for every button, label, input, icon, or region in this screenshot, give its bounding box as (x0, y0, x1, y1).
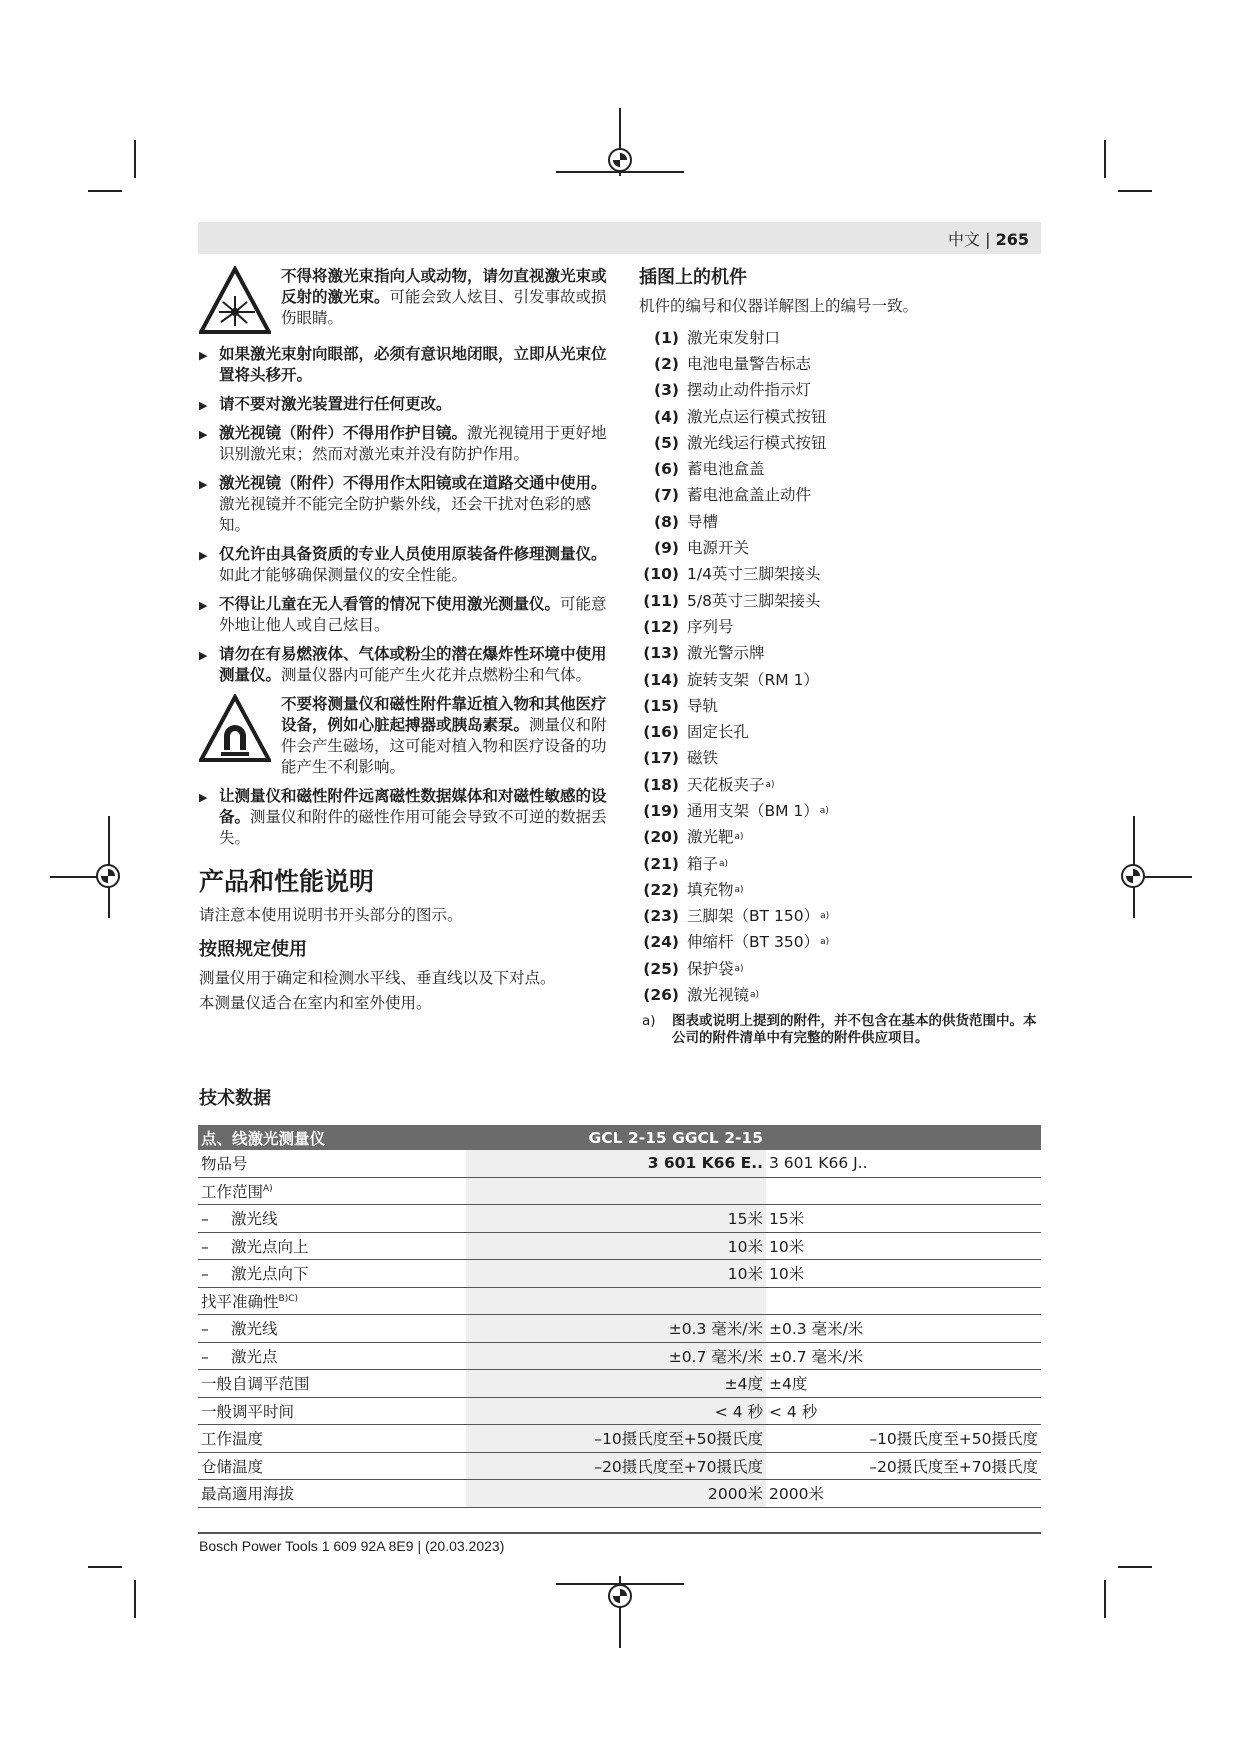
row-label: 一般自调平范围 (201, 1375, 310, 1394)
part-footnote-ref: a) (765, 779, 775, 790)
row-value-2: 2000米 (766, 1480, 1041, 1508)
row-value-1: 10米 (466, 1260, 766, 1288)
page-number: 265 (995, 230, 1029, 249)
row-value-1: 15米 (466, 1205, 766, 1233)
part-number: (13) (643, 644, 679, 663)
table-row (198, 1315, 1041, 1343)
row-dash: – (201, 1320, 209, 1339)
part-item (639, 851, 1049, 877)
row-value-2: 15米 (766, 1205, 1041, 1233)
row-label: 工作范围 (201, 1182, 264, 1201)
part-label: 摆动止动件指示灯 (687, 381, 812, 400)
row-value-1: ±4度 (466, 1370, 766, 1398)
part-number: (26) (643, 986, 679, 1005)
part-item (639, 562, 1049, 588)
part-label: 序列号 (687, 617, 734, 636)
crop-mark-top-right-v (1104, 140, 1106, 178)
row-label-cell (198, 1342, 466, 1370)
bullet-bold: 让测量仪和磁性附件远离磁性数据媒体和对磁性敏感的设备。 (219, 787, 607, 826)
row-value-1 (466, 1177, 766, 1205)
part-footnote-ref: a) (719, 858, 729, 869)
row-label: 找平准确性 (201, 1292, 279, 1311)
part-label: 旋转支架（RM 1） (687, 670, 819, 689)
part-item (639, 325, 1049, 351)
laser-warning-normal: 可能会致人炫目、引发事故或损伤眼睛。 (281, 288, 607, 327)
bullet-bold: 激光视镜（附件）不得用作太阳镜或在道路交通中使用。 (219, 474, 607, 492)
part-item (639, 483, 1049, 509)
part-number: (2) (654, 354, 679, 373)
table-header-label: 点、线激光测量仪 (198, 1125, 466, 1150)
part-label: 1/4英寸三脚架接头 (687, 565, 821, 584)
part-label: 激光线运行模式按钮 (687, 433, 827, 452)
row-value-2: 10米 (766, 1232, 1041, 1260)
bullet-bold: 仅允许由具备资质的专业人员使用原装备件修理测量仪。 (219, 545, 607, 563)
safety-bullet (199, 394, 609, 415)
row-label-cell (198, 1287, 466, 1315)
bullet-bold: 激光视镜（附件）不得用作护目镜。 (219, 424, 468, 442)
part-label: 电池电量警告标志 (687, 354, 812, 373)
row-value-2: ±0.7 毫米/米 (766, 1342, 1041, 1370)
part-item (639, 956, 1049, 982)
part-item (639, 614, 1049, 640)
part-number: (21) (643, 854, 679, 873)
row-label-cell (198, 1150, 466, 1177)
table-row (198, 1232, 1041, 1260)
part-label: 天花板夹子 (687, 775, 765, 794)
table-row (198, 1480, 1041, 1508)
table-row (198, 1425, 1041, 1453)
safety-bullet (199, 473, 609, 536)
row-value-2: 10米 (766, 1260, 1041, 1288)
row-dash: – (201, 1265, 209, 1284)
table-row (198, 1287, 1041, 1315)
part-number: (22) (643, 880, 679, 899)
registration-left-icon (96, 864, 120, 888)
row-value-1: ±0.7 毫米/米 (466, 1342, 766, 1370)
row-value-2: ±4度 (766, 1370, 1041, 1398)
magnet-warning-icon (199, 694, 271, 764)
part-item (639, 825, 1049, 851)
header-language: 中文 (948, 230, 981, 249)
row-value-1: 10米 (466, 1232, 766, 1260)
part-number: (12) (643, 617, 679, 636)
part-label: 导槽 (687, 512, 719, 531)
crop-mark-top-left-v (134, 140, 136, 178)
part-number: (14) (643, 670, 679, 689)
part-label: 激光靶 (687, 828, 734, 847)
part-item (639, 798, 1049, 824)
bullet-bold: 如果激光束射向眼部，必须有意识地闭眼，立即从光束位置将头移开。 (219, 345, 607, 384)
footer-rule (198, 1532, 1041, 1534)
part-label: 箱子 (687, 854, 719, 873)
row-label-cell (198, 1232, 466, 1260)
table-row (198, 1177, 1041, 1205)
crop-mark-bottom-left-h (88, 1566, 122, 1568)
model-1: GCL 2-15 (684, 1128, 763, 1147)
row-label: 物品号 (201, 1155, 248, 1174)
row-value-1: –10摄氏度至+50摄氏度 (466, 1425, 766, 1453)
part-label: 蓄电池盒盖 (687, 460, 765, 479)
row-value-2 (766, 1177, 1041, 1205)
safety-bullet (199, 344, 609, 386)
row-label: 最高適用海拔 (201, 1485, 295, 1504)
row-label-cell (198, 1205, 466, 1233)
intended-use-p1: 测量仪用于确定和检测水平线、垂直线以及下对点。 (199, 969, 556, 987)
parts-intro: 机件的编号和仪器详解图上的编号一致。 (639, 297, 919, 315)
tech-data-table (198, 1125, 1041, 1508)
part-label: 保护袋 (687, 959, 734, 978)
safety-bullet (199, 594, 609, 636)
part-number: (10) (643, 565, 679, 584)
parts-list (639, 325, 1049, 1009)
row-value-2: –20摄氏度至+70摄氏度 (766, 1452, 1041, 1480)
row-value-1: 2000米 (466, 1480, 766, 1508)
table-row (198, 1150, 1041, 1177)
crop-mark-bottom-right-v (1104, 1580, 1106, 1618)
part-item (639, 746, 1049, 772)
part-label: 蓄电池盒盖止动件 (687, 486, 812, 505)
row-label: 工作温度 (201, 1430, 264, 1449)
safety-bullet (199, 423, 609, 465)
part-label: 三脚架（BT 150） (687, 907, 820, 926)
table-row (198, 1205, 1041, 1233)
part-item (639, 509, 1049, 535)
left-column (199, 266, 609, 1018)
part-number: (17) (643, 749, 679, 768)
part-item (639, 535, 1049, 561)
row-value-2 (766, 1287, 1041, 1315)
table-header-empty (766, 1125, 1041, 1150)
bullet-normal: 测量仪和附件的磁性作用可能会导致不可逆的数据丢失。 (219, 808, 607, 847)
registration-right-icon (1121, 864, 1145, 888)
part-label: 填充物 (687, 880, 734, 899)
part-label: 激光警示牌 (687, 644, 765, 663)
part-item (639, 772, 1049, 798)
magnet-warning-normal: 测量仪和附件会产生磁场，这可能对植入物和医疗设备的功能产生不利影响。 (281, 716, 607, 776)
bullet-normal: 测量仪器内可能产生火花并点燃粉尘和气体。 (281, 666, 592, 684)
part-footnote-ref: a) (819, 805, 829, 816)
row-footnote-ref: A) (263, 1183, 273, 1194)
part-footnote-ref: a) (734, 963, 744, 974)
part-item (639, 430, 1049, 456)
table-row (198, 1260, 1041, 1288)
row-footnote-ref: B)C) (278, 1293, 298, 1304)
registration-top-icon (608, 148, 632, 172)
part-footnote-ref: a) (820, 937, 830, 948)
part-item (639, 982, 1049, 1008)
part-number: (3) (654, 381, 679, 400)
page-header-text: 中文 | 265 (948, 230, 1029, 249)
part-label: 激光点运行模式按钮 (687, 407, 827, 426)
part-label: 通用支架（BM 1） (687, 801, 819, 820)
part-item (639, 930, 1049, 956)
part-item (639, 351, 1049, 377)
bullet-bold: 请勿在有易燃液体、气体或粉尘的潜在爆炸性环境中使用测量仪。 (219, 645, 607, 684)
table-header-models (466, 1125, 766, 1150)
row-label-cell (198, 1452, 466, 1480)
crop-mark-top-left-h (88, 190, 122, 192)
row-dash: – (201, 1210, 209, 1229)
part-item (639, 378, 1049, 404)
part-item (639, 904, 1049, 930)
bullet-normal: 如此才能够确保测量仪的安全性能。 (219, 566, 468, 584)
registration-bottom-icon (608, 1584, 632, 1608)
bullet-normal: 激光视镜用于更好地识别激光束；然而对激光束并没有防护作用。 (219, 424, 607, 463)
part-number: (25) (643, 959, 679, 978)
row-value-1: ±0.3 毫米/米 (466, 1315, 766, 1343)
part-item (639, 667, 1049, 693)
part-label: 电源开关 (687, 539, 750, 558)
crop-mark-bottom-right-h (1118, 1566, 1152, 1568)
part-number: (18) (643, 775, 679, 794)
part-label: 固定长孔 (687, 723, 750, 742)
row-label: 激光线 (231, 1320, 278, 1339)
safety-bullet (199, 544, 609, 586)
part-number: (8) (654, 512, 679, 531)
part-item (639, 719, 1049, 745)
part-item (639, 641, 1049, 667)
row-label-cell (198, 1397, 466, 1425)
part-label: 激光束发射口 (687, 328, 781, 347)
part-number: (4) (654, 407, 679, 426)
row-value-1 (466, 1287, 766, 1315)
tech-data-title: 技术数据 (199, 1088, 271, 1109)
row-label-cell (198, 1177, 466, 1205)
row-dash: – (201, 1347, 209, 1366)
part-number: (23) (643, 907, 679, 926)
laser-warning-icon (199, 266, 271, 336)
crop-mark-bottom-left-v (134, 1580, 136, 1618)
part-number: (19) (643, 801, 679, 820)
table-row (198, 1452, 1041, 1480)
magnet-warning (199, 694, 609, 778)
bullet-normal: 激光视镜并不能完全防护紫外线，还会干扰对色彩的感知。 (219, 495, 592, 534)
crop-mark-top-right-h (1118, 190, 1152, 192)
model-2: GCL 2-15 G (588, 1128, 685, 1147)
row-value-2: < 4 秒 (766, 1397, 1041, 1425)
part-number: (1) (654, 328, 679, 347)
safety-bullet (199, 644, 609, 686)
part-label: 激光视镜 (687, 986, 750, 1005)
row-label: 激光点向下 (231, 1265, 309, 1284)
laser-warning-bold: 不得将激光束指向人或动物，请勿直视激光束或反射的激光束。 (281, 267, 607, 306)
row-value-1: 3 601 K66 E.. (466, 1150, 766, 1177)
page-header (198, 222, 1041, 254)
row-label: 激光点向上 (231, 1237, 309, 1256)
part-number: (16) (643, 723, 679, 742)
table-row (198, 1370, 1041, 1398)
part-item (639, 456, 1049, 482)
part-number: (6) (654, 460, 679, 479)
part-footnote-ref: a) (750, 990, 760, 1001)
part-number: (24) (643, 933, 679, 952)
row-value-2: –10摄氏度至+50摄氏度 (766, 1425, 1041, 1453)
row-label: 仓储温度 (201, 1457, 264, 1476)
row-value-1: < 4 秒 (466, 1397, 766, 1425)
right-column (639, 266, 1049, 1047)
table-row (198, 1397, 1041, 1425)
part-label: 磁铁 (687, 749, 719, 768)
row-label: 激光点 (231, 1347, 278, 1366)
magnet-warning-bold: 不要将测量仪和磁性附件靠近植入物和其他医疗设备，例如心脏起搏器或胰岛素泵。 (281, 695, 607, 734)
row-value-1: –20摄氏度至+70摄氏度 (466, 1452, 766, 1480)
parts-title: 插图上的机件 (639, 267, 747, 288)
part-number: (7) (654, 486, 679, 505)
row-label: 一般调平时间 (201, 1402, 295, 1421)
part-item (639, 404, 1049, 430)
part-footnote-ref: a) (820, 911, 830, 922)
bullet-bold: 请不要对激光装置进行任何更改。 (219, 395, 452, 413)
parts-footnote (639, 1013, 1049, 1047)
table-header-row (198, 1125, 1041, 1150)
row-value-2: 3 601 K66 J.. (766, 1150, 1041, 1177)
part-number: (9) (654, 539, 679, 558)
part-label: 伸缩杆（BT 350） (687, 933, 820, 952)
part-number: (15) (643, 696, 679, 715)
table-row (198, 1342, 1041, 1370)
magnet-warning-text (281, 694, 609, 778)
part-label: 导轨 (687, 696, 719, 715)
intended-use-p2: 本测量仪适合在室内和室外使用。 (199, 994, 432, 1012)
part-number: (20) (643, 828, 679, 847)
part-label: 5/8英寸三脚架接头 (687, 591, 821, 610)
part-number: (5) (654, 433, 679, 452)
part-footnote-ref: a) (734, 832, 744, 843)
row-label-cell (198, 1315, 466, 1343)
part-item (639, 588, 1049, 614)
bullet-bold: 不得让儿童在无人看管的情况下使用激光测量仪。 (219, 595, 561, 613)
row-value-2: ±0.3 毫米/米 (766, 1315, 1041, 1343)
row-label-cell (198, 1370, 466, 1398)
safety-bullet (199, 786, 609, 849)
part-item (639, 877, 1049, 903)
section-intro: 请注意本使用说明书开头部分的图示。 (199, 906, 463, 924)
row-label-cell (198, 1480, 466, 1508)
row-label-cell (198, 1425, 466, 1453)
footnote-mark: a) (642, 1012, 656, 1029)
part-number: (11) (643, 591, 679, 610)
laser-warning (199, 266, 609, 336)
row-label: 激光线 (231, 1210, 278, 1229)
bullet-normal: 可能意外地让他人或自己炫目。 (219, 595, 607, 634)
part-item (639, 693, 1049, 719)
row-label-cell (198, 1260, 466, 1288)
part-footnote-ref: a) (734, 884, 744, 895)
intended-use-title: 按照规定使用 (199, 939, 307, 960)
footnote-text: 图表或说明上提到的附件，并不包含在基本的供货范围中。本公司的附件清单中有完整的附件供应项目。 (672, 1012, 1037, 1046)
section-title: 产品和性能说明 (199, 867, 375, 896)
page-footer: Bosch Power Tools 1 609 92A 8E9 | (20.03.2023) (199, 1538, 505, 1554)
laser-warning-text (281, 266, 609, 336)
row-dash: – (201, 1237, 209, 1256)
